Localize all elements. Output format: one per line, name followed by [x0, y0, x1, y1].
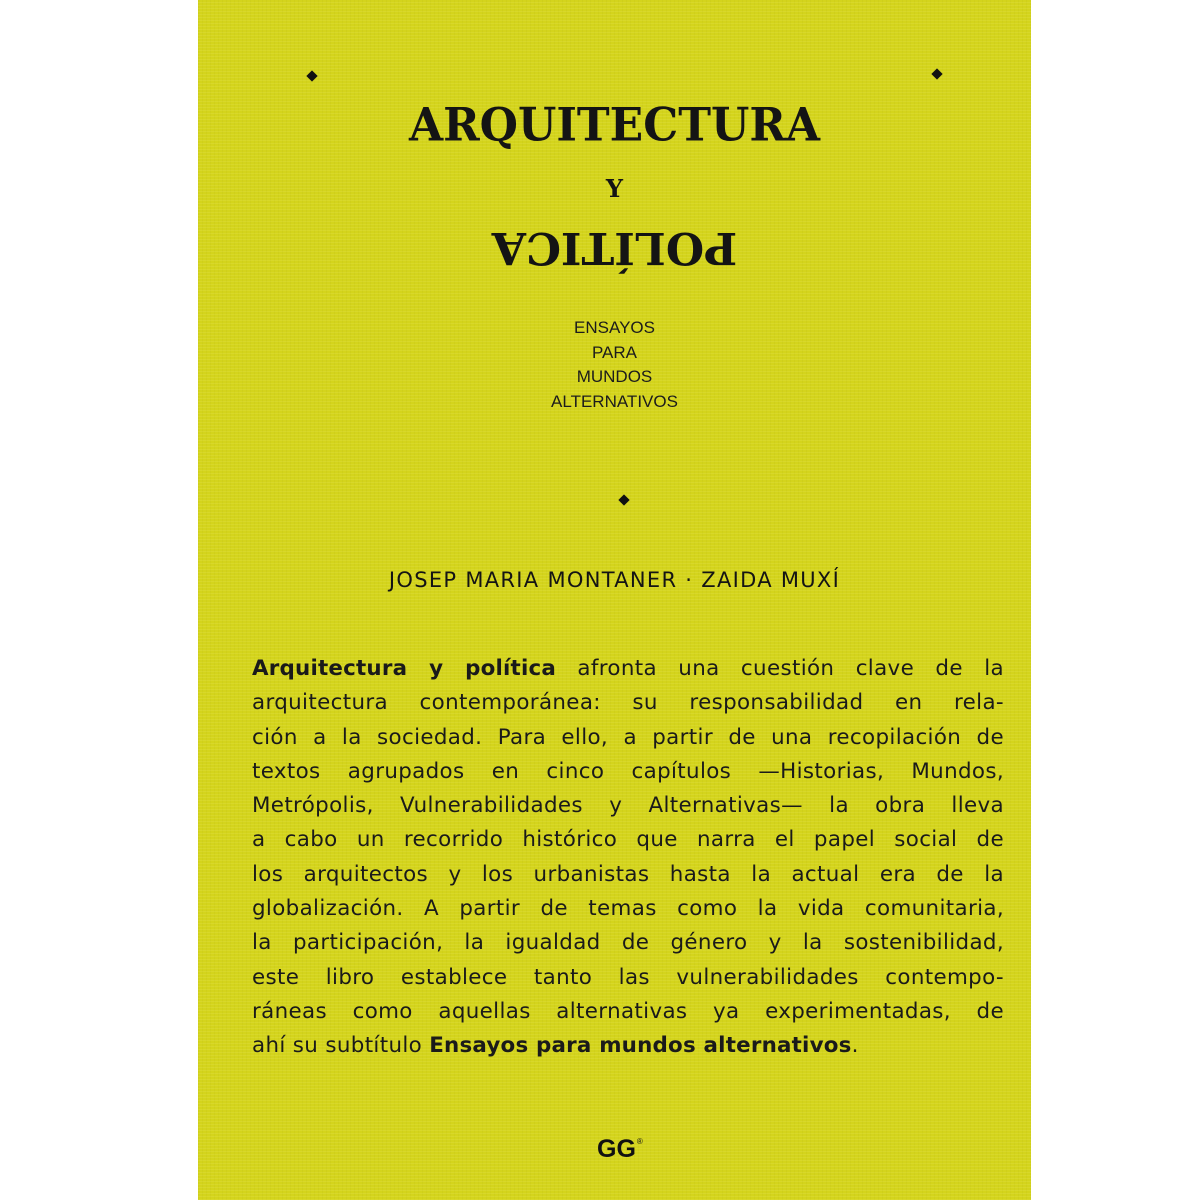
title-conjunction: Y	[605, 174, 624, 203]
subtitle	[198, 316, 1031, 414]
registered-mark-icon: ®	[636, 1137, 643, 1146]
blurb-line: ción a la sociedad. Para ello, a partir de una recopilación de	[252, 724, 1004, 750]
title-politica-upside-down: POLÍTICA	[491, 222, 738, 273]
diamond-ornament-center-icon	[618, 494, 629, 505]
blurb-line: los arquitectos y los urbanistas hasta la actual era de la	[252, 861, 1004, 887]
authors: JOSEP MARIA MONTANER · ZAIDA MUXÍ	[388, 568, 841, 592]
subtitle-line: ENSAYOS	[574, 318, 655, 337]
subtitle-line: ALTERNATIVOS	[551, 391, 678, 411]
publisher-logo	[597, 1135, 642, 1164]
diamond-ornament-top-left-icon	[306, 70, 317, 81]
blurb-subtitle-reference: Ensayos para mundos alternativos	[429, 1033, 852, 1059]
blurb-line: Arquitectura y política afronta una cuestión clave de la	[252, 656, 1004, 681]
blurb-line: este libro establece tanto las vulnerabilidades contempo-	[252, 964, 1004, 990]
subtitle-line: MUNDOS	[576, 367, 653, 386]
blurb-line: Metrópolis, Vulnerabilidades y Alternativas— la obra lleva	[252, 793, 1004, 819]
blurb-line: globalización. A partir de temas como la vida comunitaria,	[252, 896, 1004, 922]
blurb-line: textos agrupados en cinco capítulos —Historias, Mundos,	[252, 758, 1004, 784]
blurb-paragraph	[252, 652, 1004, 1064]
blurb-line: a cabo un recorrido histórico que narra el papel social de	[252, 827, 1004, 853]
blurb-line: la participación, la igualdad de género y la sostenibilidad,	[252, 930, 1004, 956]
title-arquitectura: ARQUITECTURA	[408, 98, 821, 153]
blurb-book-title: Arquitectura y política	[252, 656, 557, 681]
subtitle-line: PARA	[591, 342, 638, 362]
blurb-line: arquitectura contemporánea: su responsabilidad en rela-	[252, 690, 1004, 716]
blurb-line: ahí su subtítulo Ensayos para mundos alternativos.	[252, 1033, 859, 1059]
book-cover	[198, 0, 1031, 1200]
publisher-logo-text: GG	[597, 1135, 636, 1163]
blurb-line: ráneas como aquellas alternativas ya experimentadas, de	[252, 998, 1004, 1024]
diamond-ornament-top-right-icon	[931, 68, 942, 79]
